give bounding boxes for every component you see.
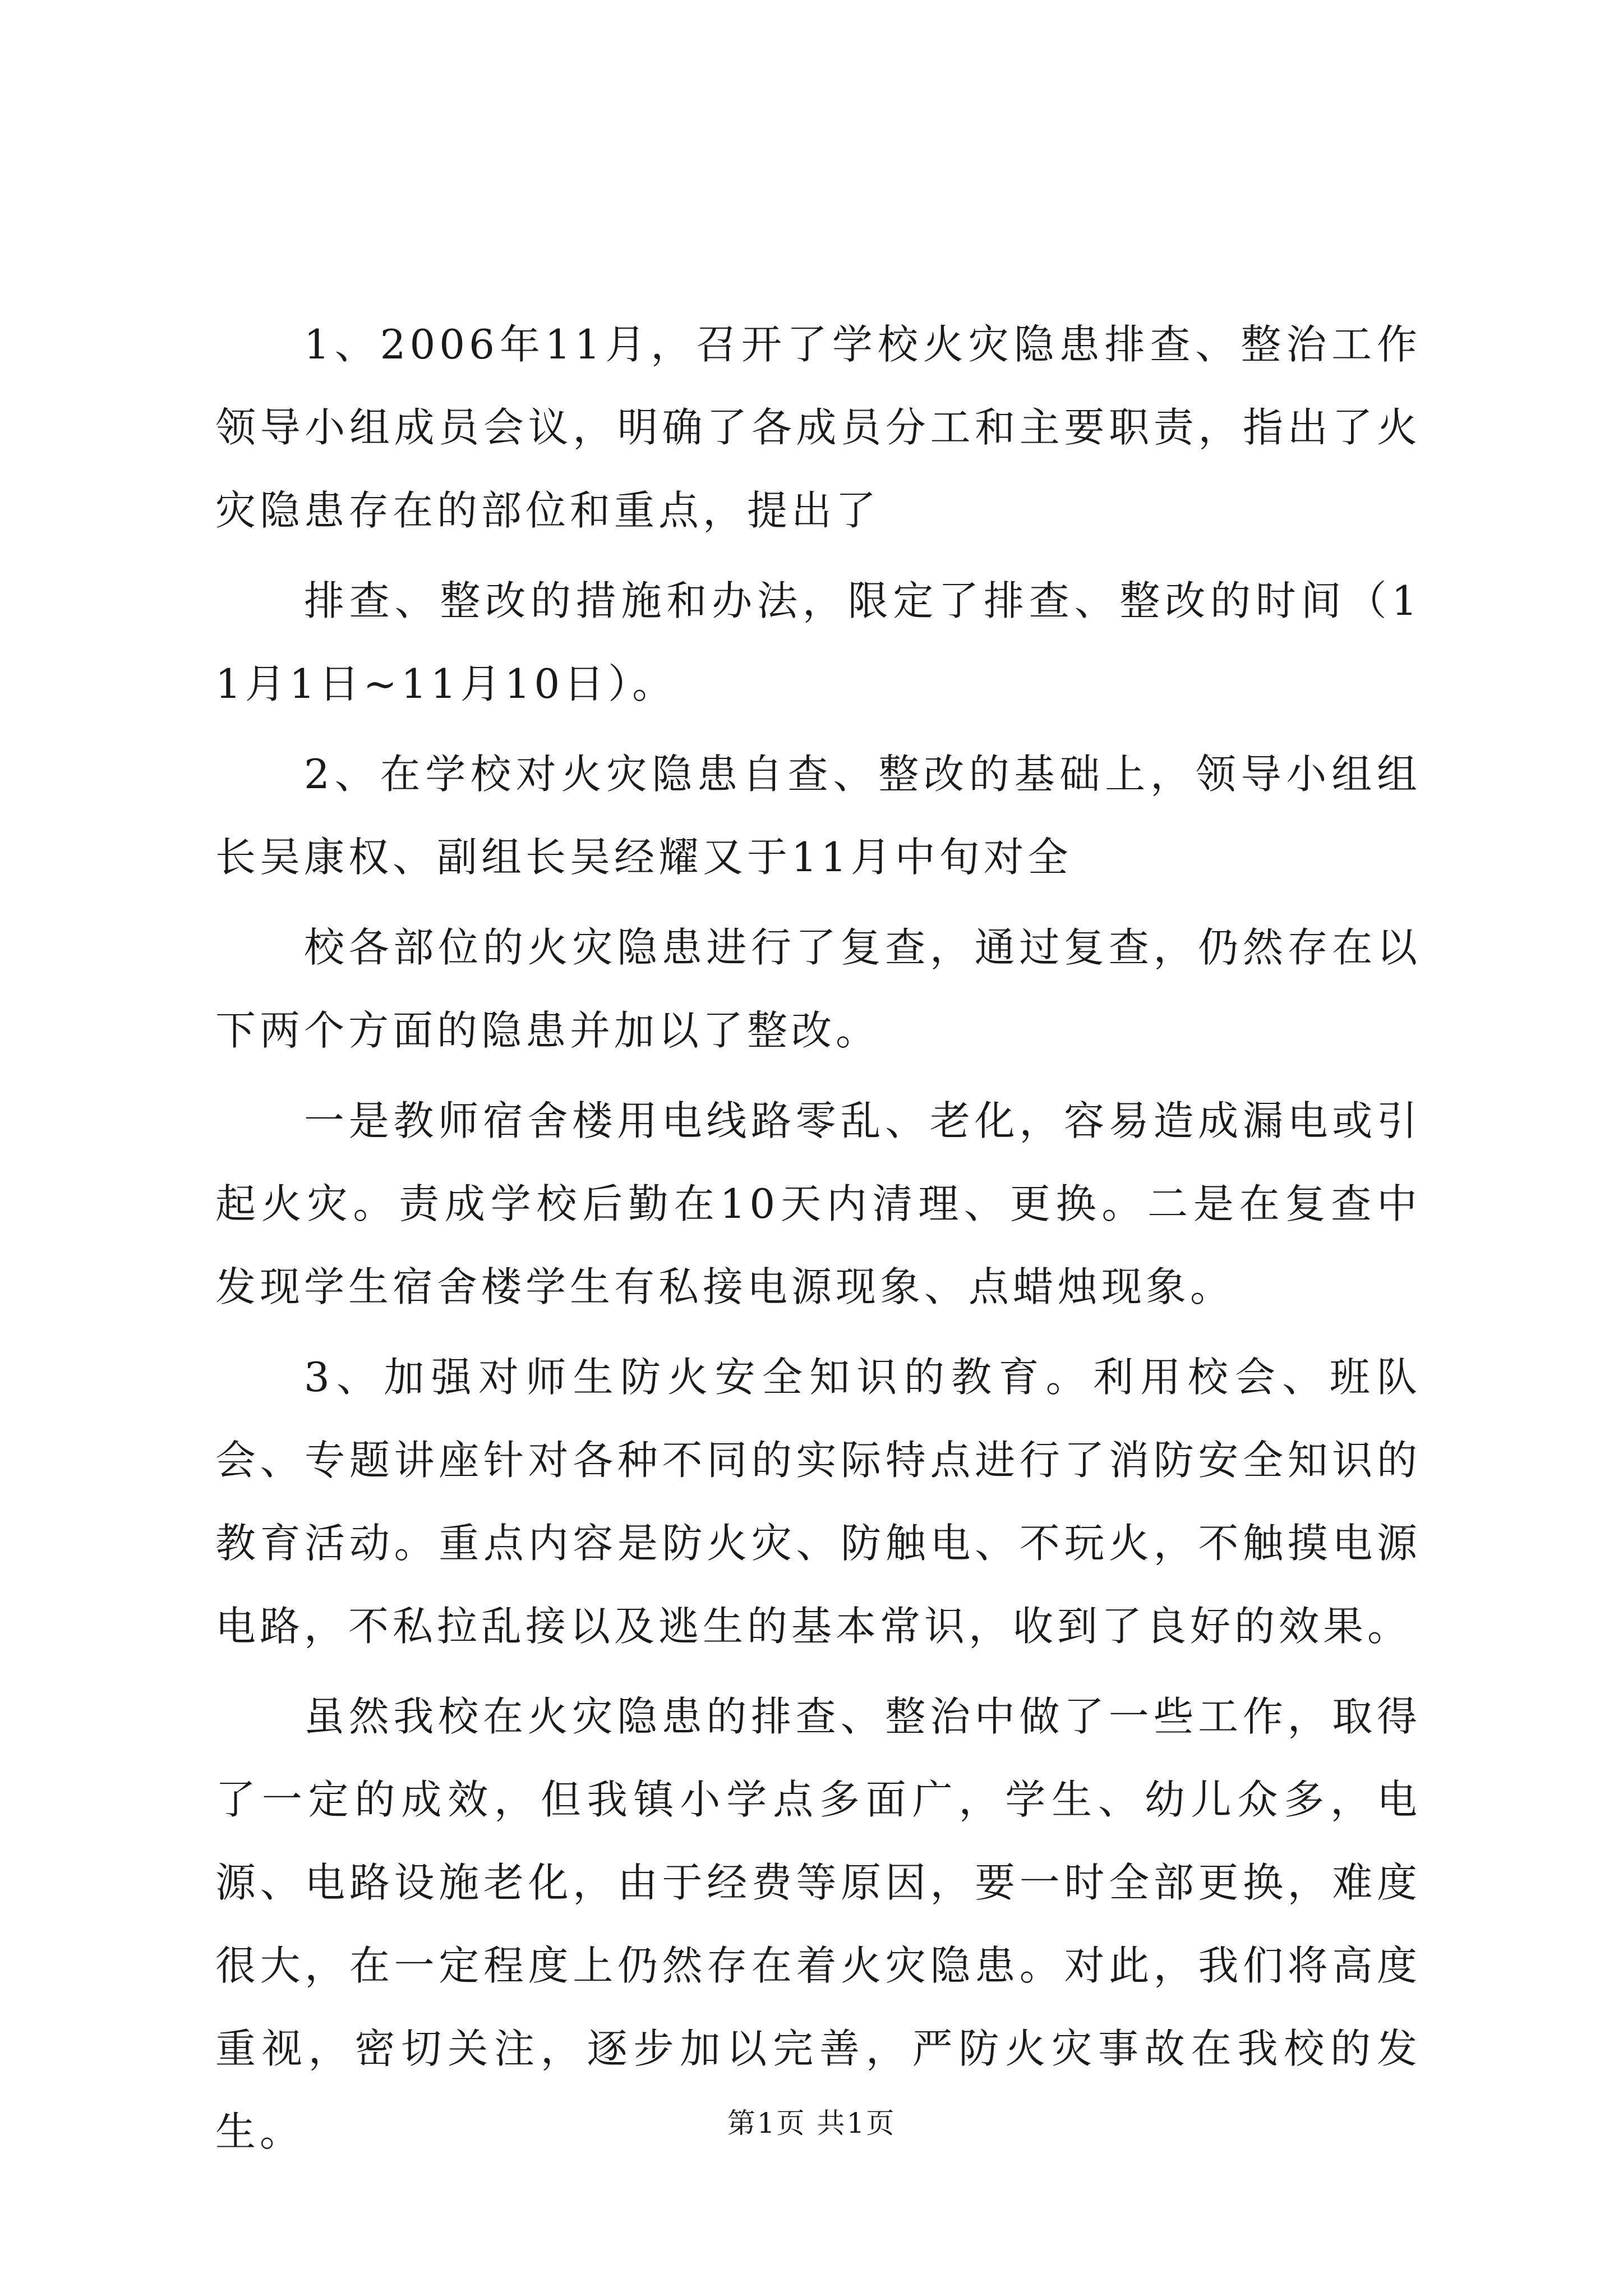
paragraph: 2、在学校对火灾隐患自查、整改的基础上，领导小组组长吴康权、副组长吴经耀又于11月中旬对全	[215, 751, 1421, 881]
paragraph: 校各部位的火灾隐患进行了复查，通过复查，仍然存在以下两个方面的隐患并加以了整改。	[215, 924, 1421, 1054]
paragraph: 排查、整改的措施和办法，限定了排查、整改的时间（11月1日~11月10日）。	[215, 577, 1421, 707]
page-number-footer: 第1页 共1页	[727, 2107, 896, 2139]
document-body	[215, 303, 1421, 2180]
paragraph: 一是教师宿舍楼用电线路零乱、老化，容易造成漏电或引起火灾。责成学校后勤在10天内清理、更换。二是在复查中发现学生宿舍楼学生有私接电源现象、点蜡烛现象。	[215, 1097, 1421, 1310]
paragraph: 1、2006年11月，召开了学校火灾隐患排查、整治工作领导小组成员会议，明确了各成员分工和主要职责，指出了火灾隐患存在的部位和重点，提出了	[215, 321, 1421, 534]
paragraph: 3、加强对师生防火安全知识的教育。利用校会、班队会、专题讲座针对各种不同的实际特点进行了消防安全知识的教育活动。重点内容是防火灾、防触电、不玩火，不触摸电源电路，不私拉乱接以及逃生的基本常识，收到了良好的效果。	[215, 1354, 1421, 1650]
paragraph: 虽然我校在火灾隐患的排查、整治中做了一些工作，取得了一定的成效，但我镇小学点多面广，学生、幼儿众多，电源、电路设施老化，由于经费等原因，要一时全部更换，难度很大，在一定程度上仍然存在着火灾隐患。对此，我们将高度重视，密切关注，逐步加以完善，严防火灾事故在我校的发生。	[215, 1693, 1421, 2155]
